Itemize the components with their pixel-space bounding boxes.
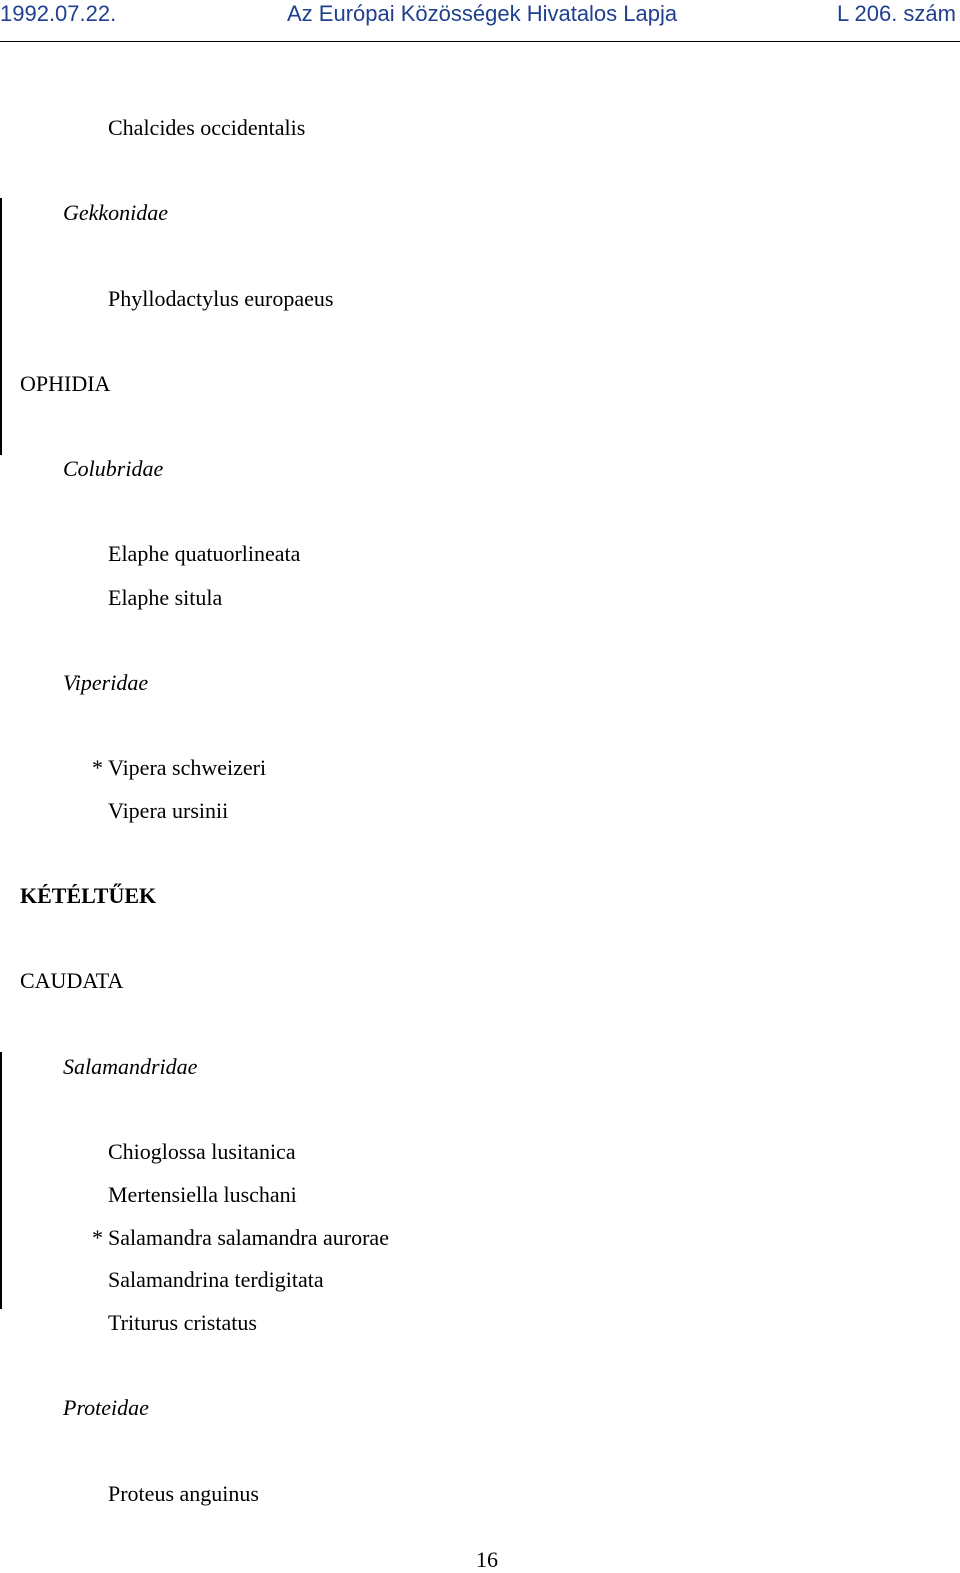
species-phyllodactylus-europaeus: Phyllodactylus europaeus [108,286,334,311]
species-vipera-schweizeri: Vipera schweizeri [108,755,267,780]
species-proteus-anguinus: Proteus anguinus [108,1481,259,1506]
margin-change-bar [0,1052,2,1309]
species-elaphe-situla: Elaphe situla [108,585,223,610]
species-triturus-cristatus: Triturus cristatus [108,1310,257,1335]
header-journal-title: Az Európai Közösségek Hivatalos Lapja [287,1,678,26]
species-vipera-ursinii: Vipera ursinii [108,798,229,823]
header-date: 1992.07.22. [0,1,117,26]
family-gekkonidae: Gekkonidae [63,200,169,225]
species-elaphe-quatuorlineata: Elaphe quatuorlineata [108,541,301,566]
family-proteidae: Proteidae [63,1395,149,1420]
species-mertensiella-luschani: Mertensiella luschani [108,1182,297,1207]
species-chioglossa-lusitanica: Chioglossa lusitanica [108,1139,296,1164]
species-chalcides-occidentalis: Chalcides occidentalis [108,115,306,140]
priority-star-marker: * [92,755,103,780]
page-number: 16 [476,1547,498,1572]
page-header [0,0,960,44]
family-colubridae: Colubridae [63,456,164,481]
header-issue-number: L 206. szám [836,1,956,26]
species-salamandra-salamandra-aurorae: Salamandra salamandra aurorae [108,1225,389,1250]
family-viperidae: Viperidae [63,670,149,695]
margin-change-bar [0,198,2,455]
species-salamandrina-terdigitata: Salamandrina terdigitata [108,1267,324,1292]
family-salamandridae: Salamandridae [63,1054,198,1079]
order-ophidia: OPHIDIA [20,371,111,396]
priority-star-marker: * [92,1225,103,1250]
order-caudata: CAUDATA [20,968,124,993]
header-rule [0,41,960,42]
class-keteltuek: KÉTÉLTŰEK [20,883,157,908]
